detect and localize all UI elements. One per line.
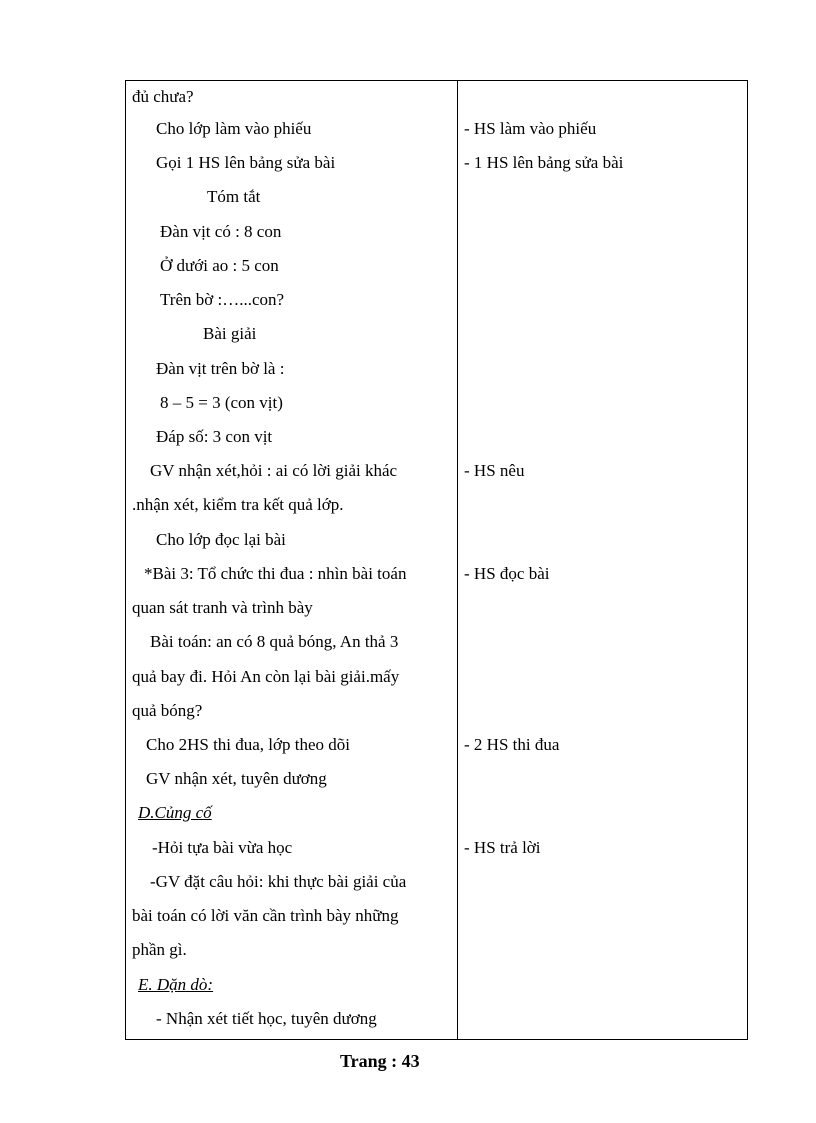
right-line: - HS đọc bài — [464, 564, 550, 583]
right-line: - HS nêu — [464, 461, 525, 480]
left-line: Cho 2HS thi đua, lớp theo dõi — [146, 735, 351, 754]
section-heading: E. Dặn dò: — [138, 975, 214, 994]
left-line: quả bay đi. Hỏi An còn lại bài giải.mấy — [132, 667, 400, 686]
left-line: quan sát tranh và trình bày — [132, 598, 313, 617]
page-number: Trang : 43 — [340, 1051, 420, 1071]
column-divider — [457, 81, 458, 1039]
left-line: 8 – 5 = 3 (con vịt) — [160, 393, 283, 412]
left-line: Đáp số: 3 con vịt — [156, 427, 273, 446]
left-line: phần gì. — [132, 940, 187, 959]
right-line: - HS trả lời — [464, 838, 541, 857]
left-line: *Bài 3: Tổ chức thi đua : nhìn bài toán — [144, 564, 407, 583]
left-line: Bài giải — [203, 324, 257, 343]
left-line: Đàn vịt trên bờ là : — [156, 359, 285, 378]
left-line: bài toán có lời văn cần trình bày những — [132, 906, 399, 925]
left-line: Trên bờ :…...con? — [160, 290, 285, 309]
left-line: .nhận xét, kiểm tra kết quả lớp. — [132, 495, 344, 514]
left-line: Ở dưới ao : 5 con — [160, 256, 279, 275]
left-line: -Hỏi tựa bài vừa học — [152, 838, 293, 857]
left-line: -GV đặt câu hỏi: khi thực bài giải của — [150, 872, 407, 891]
left-line: Gọi 1 HS lên bảng sửa bài — [156, 153, 336, 172]
right-line: - 2 HS thi đua — [464, 735, 560, 754]
right-line: - 1 HS lên bảng sửa bài — [464, 153, 624, 172]
left-line: Cho lớp làm vào phiếu — [156, 119, 312, 138]
left-line: Bài toán: an có 8 quả bóng, An thả 3 — [150, 632, 399, 651]
left-line: Đàn vịt có : 8 con — [160, 222, 282, 241]
left-line: Tóm tắt — [207, 187, 261, 206]
section-heading: D.Củng cố — [138, 803, 212, 822]
left-line: Cho lớp đọc lại bài — [156, 530, 286, 549]
left-line: GV nhận xét, tuyên dương — [146, 769, 327, 788]
left-line: - Nhận xét tiết học, tuyên dương — [156, 1009, 377, 1028]
left-line: quả bóng? — [132, 701, 203, 720]
right-line: - HS làm vào phiếu — [464, 119, 597, 138]
left-line: đủ chưa? — [132, 87, 194, 106]
left-line: GV nhận xét,hỏi : ai có lời giải khác — [150, 461, 398, 480]
lesson-table — [125, 80, 748, 1040]
